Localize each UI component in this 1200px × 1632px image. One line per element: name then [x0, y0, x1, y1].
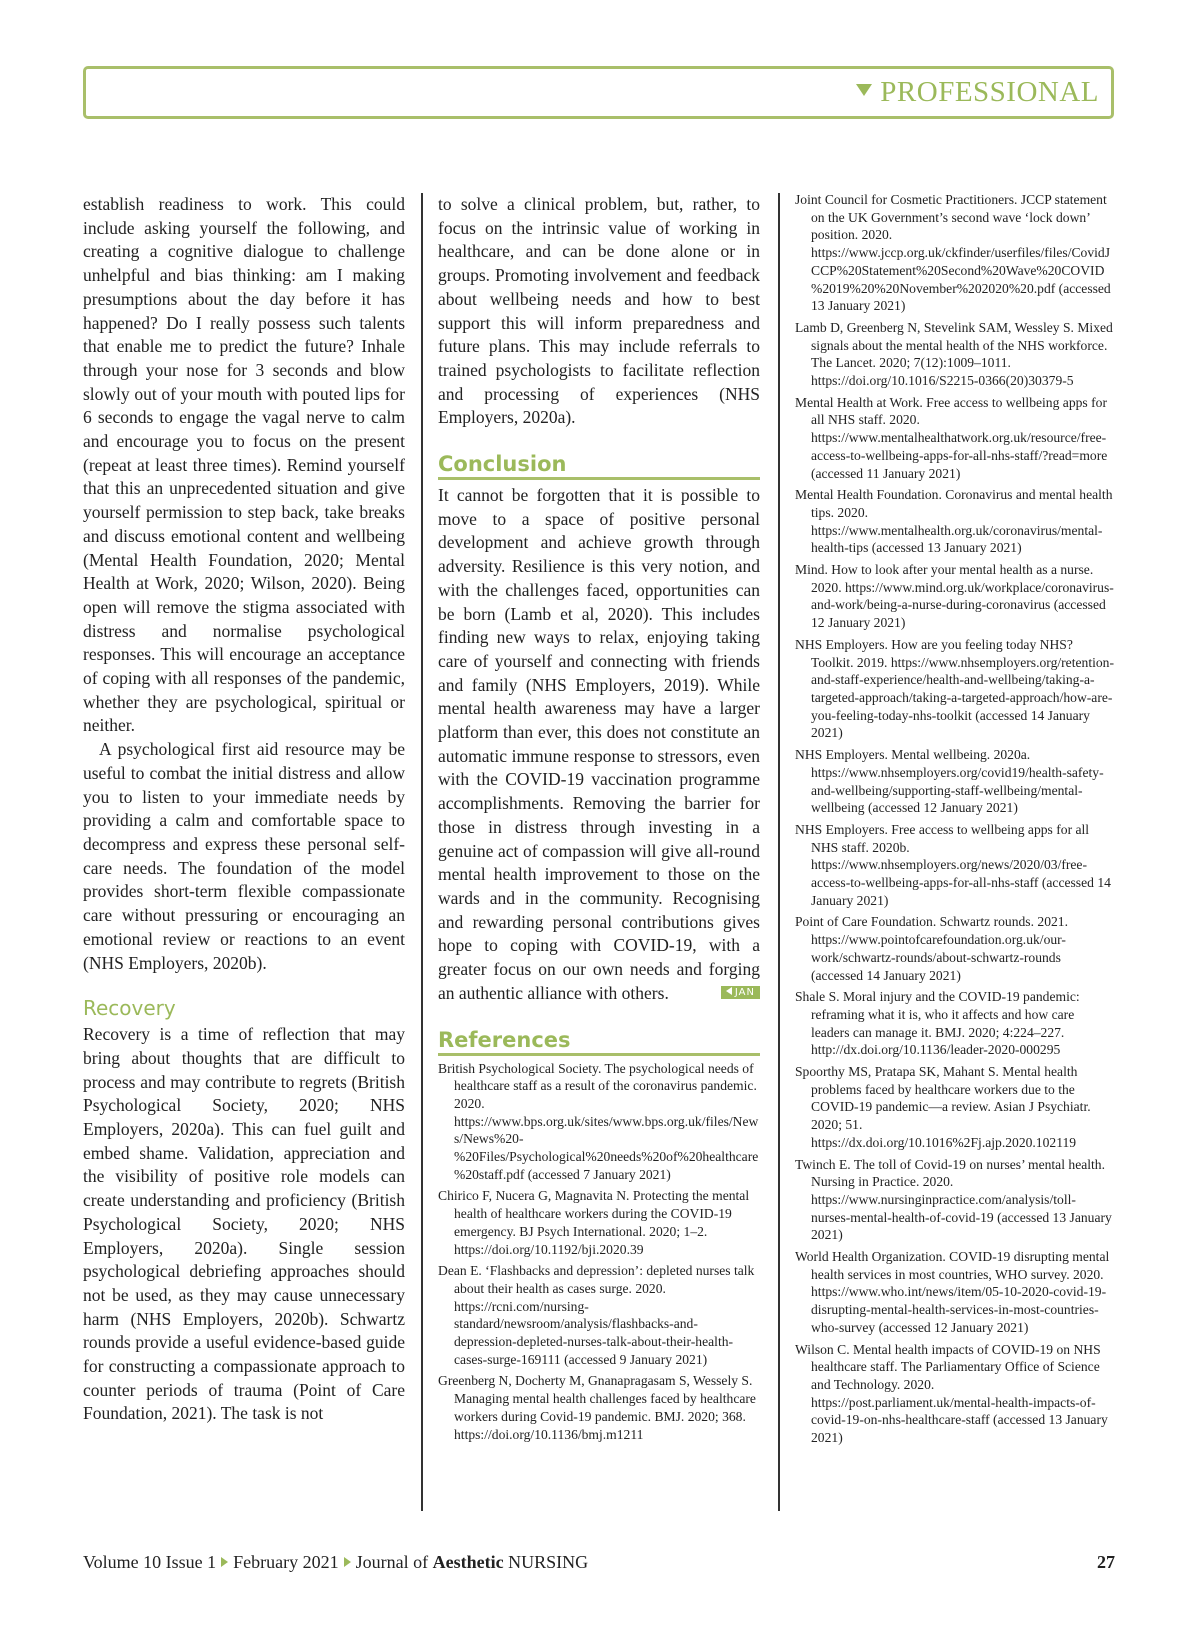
- footer-meta: [83, 1552, 588, 1573]
- reference-item: Spoorthy MS, Pratapa SK, Mahant S. Mental health problems faced by healthcare workers due to the COVID-19 pandemic—a review. Asian J Psychiatr. 2020; 51. https://dx.doi.org/10.1016%2Fj.ajp.2020.102119: [795, 1064, 1091, 1150]
- section-label: [856, 76, 1099, 109]
- reference-item: Mental Health Foundation. Coronavirus and mental health tips. 2020. https://www.mentalhealth.org.uk/coronavirus/mental-health-tips (accessed 13 January 2021): [795, 487, 1113, 556]
- body-paragraph: [438, 484, 760, 1005]
- footer-journal-bold: Aesthetic: [432, 1552, 504, 1572]
- reference-item: Point of Care Foundation. Schwartz rounds. 2021. https://www.pointofcarefoundation.org.uk/our-work/schwartz-rounds/about-schwartz-rounds (accessed 14 January 2021): [795, 914, 1068, 983]
- reference-item: Chirico F, Nucera G, Magnavita N. Protecting the mental health of healthcare workers during the COVID-19 emergency. BJ Psych International. 2020; 1–2. https://doi.org/10.1192/bji.2020.39: [438, 1188, 750, 1257]
- reference-item: NHS Employers. Free access to wellbeing apps for all NHS staff. 2020b. https://www.nhsemployers.org/news/2020/03/free-access-to-wellbeing-apps-for-all-nhs-staff (accessed 14 January 2021): [795, 821, 1111, 908]
- column-middle: [438, 193, 760, 1515]
- reference-item: World Health Organization. COVID-19 disrupting mental health services in most countries, WHO survey. 2020. https://www.who.int/news/item/05-10-2020-covid-19-disrupting-mental-health-services-in-most-countries-who-survey (accessed 12 January 2021): [795, 1249, 1110, 1335]
- body-paragraph: establish readiness to work. This could include asking yourself the following, and creating a cognitive dialogue to challenge unhelpful and bias thinking: am I making presumptions about the day before it has happened? Do I really possess such talents that enable me to predict the future? Inhale through your nose for 3 seconds and blow slowly out of your mouth with pouted lips for 6 seconds to engage the vagal nerve to calm and encourage you to focus on the present (repeat at least three times). Remind yourself that this an unprecedented situation and give yourself permission to step back, take breaks and discuss emotional content and wellbeing (Mental Health Foundation, 2020; Mental Health at Work, 2020; Wilson, 2020). Being open will remove the stigma associated with distress and normalise psychological responses. This will encourage an acceptance of coping with all responses of the pandemic, whether they are psychological, spiritual or neither.: [83, 194, 405, 736]
- body-paragraph: A psychological first aid resource may be useful to combat the initial distress and allow you to listen to your immediate needs by providing a calm and comfortable space to decompress and express these personal self-care needs. The foundation of the model provides short-term flexible compassionate care without pressuring or encouraging an emotional review or reactions to an event (NHS Employers, 2020b).: [83, 739, 405, 973]
- column-divider-1: [421, 193, 423, 1511]
- body-paragraph: to solve a clinical problem, but, rather, to focus on the intrinsic value of working in healthcare, and can be done alone or in groups. Promoting involvement and feedback about wellbeing needs and how to best support this will inform preparedness and future plans. This may include referrals to trained psychologists to facilitate reflection and processing of experiences (NHS Employers, 2020a).: [438, 194, 760, 428]
- reference-item: Shale S. Moral injury and the COVID-19 pandemic: reframing what it is, who it affects and how care leaders can manage it. BMJ. 2020; 4:224–227. http://dx.doi.org/10.1136/leader-2020-000295: [795, 989, 1080, 1058]
- reference-item: British Psychological Society. The psychological needs of healthcare staff as a result of the coronavirus pandemic. 2020. https://www.bps.org.uk/sites/www.bps.org.uk/files/News/News%20-%20Files/Psychological%20needs%20of%20healthcare%20staff.pdf (accessed 7 January 2021): [438, 1060, 759, 1182]
- page-footer: [83, 1552, 1115, 1576]
- reference-item: Greenberg N, Docherty M, Gnanapragasam S, Wessely S. Managing mental health challenges faced by healthcare workers during Covid-19 pandemic. BMJ. 2020; 368. https://doi.org/10.1136/bmj.m1211: [438, 1373, 756, 1442]
- triangle-down-icon: [856, 84, 872, 96]
- footer-journal-prefix: Journal of: [355, 1552, 429, 1572]
- end-mark-text: JAN: [734, 986, 755, 998]
- section-label-text: PROFESSIONAL: [880, 76, 1099, 108]
- recovery-heading: Recovery: [83, 996, 176, 1021]
- column-right-references: [795, 191, 1115, 1501]
- reference-item: Dean E. ‘Flashbacks and depression’: depleted nurses talk about their health as cases surge. 2020. https://rcni.com/nursing-standard/newsroom/analysis/flashbacks-and-depression-depleted-nurses-talk-about-their-health-cases-surge-169111 (accessed 9 January 2021): [438, 1263, 755, 1367]
- reference-item: Wilson C. Mental health impacts of COVID-19 on NHS healthcare staff. The Parliamentary Office of Science and Technology. 2020. https://post.parliament.uk/mental-health-impacts-of-covid-19-on-nhs-healthcare-staff (accessed 13 January 2021): [795, 1341, 1108, 1446]
- reference-item: NHS Employers. Mental wellbeing. 2020a. https://www.nhsemployers.org/covid19/health-safety-and-wellbeing/supporting-staff-wellbeing/mental-wellbeing (accessed 12 January 2021): [795, 747, 1104, 816]
- end-of-article-mark: [721, 986, 760, 999]
- triangle-right-icon: [221, 1557, 228, 1567]
- body-paragraph: Recovery is a time of reflection that may bring about thoughts that are difficult to process and may contribute to regrets (British Psychological Society, 2020; NHS Employers, 2020a). This can fuel guilt and embed shame. Validation, appreciation and the visibility of positive role models can create understanding and proficiency (British Psychological Society, 2020; NHS Employers, 2020a). Single session psychological debriefing approaches should not be used, as they may cause unnecessary harm (NHS Employers, 2020b). Schwartz rounds provide a useful evidence-based guide for constructing a compassionate approach to counter periods of trauma (Point of Care Foundation, 2021). The task is not: [83, 1024, 405, 1424]
- reference-item: Mental Health at Work. Free access to wellbeing apps for all NHS staff. 2020. https://www.mentalhealthatwork.org.uk/resource/free-access-to-wellbeing-apps-for-all-nhs-staff/?read=more (accessed 11 January 2021): [795, 394, 1108, 481]
- reference-item: Lamb D, Greenberg N, Stevelink SAM, Wessley S. Mixed signals about the mental health of the NHS workforce. The Lancet. 2020; 7(12):1009–1011. https://doi.org/10.1016/S2215-0366(20)30379-5: [795, 319, 1113, 389]
- footer-date: February 2021: [233, 1552, 339, 1572]
- page-number: 27: [1097, 1552, 1115, 1572]
- reference-item: Joint Council for Cosmetic Practitioners. JCCP statement on the UK Government’s second wave ‘lock down’ position. 2020. https://www.jccp.org.uk/ckfinder/userfiles/files/CovidJCCP%20Statement%20Second%20Wave%20COVID%2019%20%20November%202020%20.pdf (accessed 13 January 2021): [795, 192, 1111, 314]
- column-left: [83, 193, 405, 1515]
- reference-item: Twinch E. The toll of Covid-19 on nurses’ mental health. Nursing in Practice. 2020. https://www.nursinginpractice.com/analysis/toll-nurses-mental-health-of-covid-19 (accessed 13 January 2021): [795, 1156, 1112, 1243]
- footer-journal-suffix: NURSING: [508, 1552, 589, 1572]
- reference-item: Mind. How to look after your mental health as a nurse. 2020. https://www.mind.org.uk/workplace/coronavirus-and-work/being-a-nurse-during-coronavirus (accessed 12 January 2021): [795, 562, 1114, 631]
- references-heading: References: [438, 1028, 760, 1056]
- reference-item: NHS Employers. How are you feeling today NHS? Toolkit. 2019. https://www.nhsemployers.org/retention-and-staff-experience/health-and-wellbeing/taking-a-targeted-approach/taking-a-targeted-approach/how-are-you-feeling-today-nhs-toolkit (accessed 14 January 2021): [795, 636, 1114, 741]
- conclusion-text: It cannot be forgotten that it is possible to move to a space of positive personal development and achieve growth through adversity. Resilience is this very notion, and with the challenges faced, opportunities can be born (Lamb et al, 2020). This includes finding new ways to relax, enjoying taking care of yourself and connecting with friends and family (NHS Employers, 2019). While mental health awareness may have a larger platform than ever, this does not constitute an automatic immune response to stressors, even with the COVID-19 vaccination programme accomplishments. Removing the barrier for those in distress through investing in a genuine act of compassion will give all-round mental health improvement to those on the wards and in the community. Recognising and rewarding personal contributions gives hope to coping with COVID-19, with a greater focus on our own needs and forging an authentic alliance with others.: [438, 485, 760, 1003]
- footer-volume: Volume 10 Issue 1: [83, 1552, 217, 1572]
- section-header-box: [83, 66, 1114, 119]
- column-divider-2: [778, 193, 780, 1511]
- conclusion-heading: Conclusion: [438, 452, 760, 480]
- triangle-right-icon: [344, 1557, 351, 1567]
- arrow-left-icon: [726, 987, 732, 995]
